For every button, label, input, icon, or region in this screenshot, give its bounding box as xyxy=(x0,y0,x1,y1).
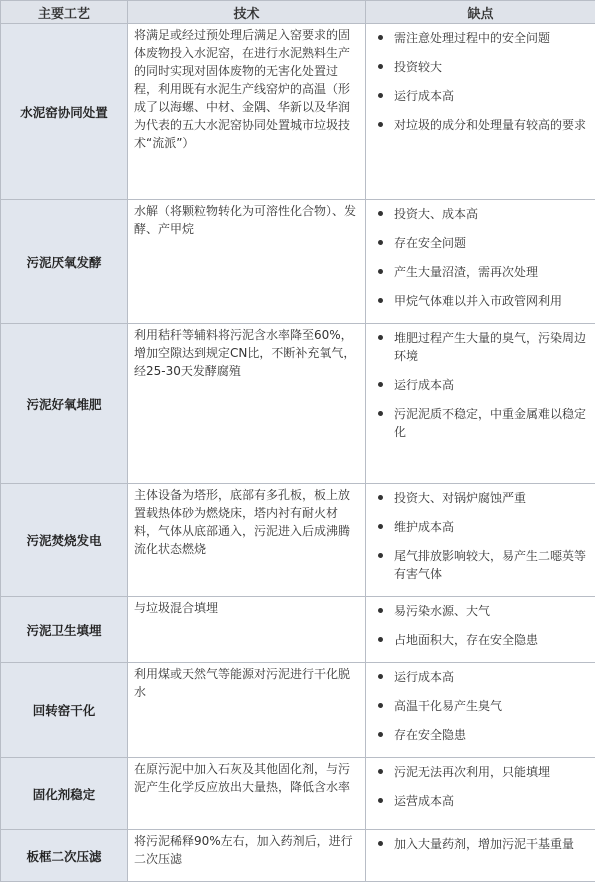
technology-text: 在原污泥中加入石灰及其他固化剂，与污泥产生化学反应放出大量热，降低含水率 xyxy=(128,758,366,830)
process-name: 回转窑干化 xyxy=(1,663,128,758)
drawbacks-list xyxy=(378,835,589,853)
drawbacks-list xyxy=(378,205,589,310)
drawback-item: 投资较大 xyxy=(378,58,589,76)
process-name: 污泥厌氧发酵 xyxy=(1,200,128,324)
drawback-item: 运行成本高 xyxy=(378,87,589,105)
drawback-item: 尾气排放影响较大，易产生二噁英等有害气体 xyxy=(378,547,589,583)
process-name: 板框二次压滤 xyxy=(1,830,128,882)
drawbacks-cell xyxy=(366,758,595,830)
drawbacks-list xyxy=(378,668,589,744)
technology-text: 将满足或经过预处理后满足入窑要求的固体废物投入水泥窑，在进行水泥熟料生产的同时实现对固体废物的无害化处置过程，利用既有水泥生产线窑炉的高温（形成了以海螺、中材、金隅、华新以及华润为代表的五大水泥窑协同处置城市垃圾技术“流派”） xyxy=(128,24,366,200)
drawback-item: 投资大、成本高 xyxy=(378,205,589,223)
drawbacks-cell xyxy=(366,830,595,882)
process-name: 水泥窑协同处置 xyxy=(1,24,128,200)
technology-text: 利用煤或天然气等能源对污泥进行干化脱水 xyxy=(128,663,366,758)
drawback-item: 运行成本高 xyxy=(378,668,589,686)
technology-text: 利用秸秆等辅料将污泥含水率降至60%，增加空隙达到规定CN比，不断补充氧气，经25-30天发酵腐殖 xyxy=(128,324,366,484)
drawbacks-cell xyxy=(366,597,595,663)
drawbacks-list xyxy=(378,329,589,441)
technology-text: 主体设备为塔形，底部有多孔板，板上放置载热体砂为燃烧床，塔内衬有耐火材料，气体从底部通入，污泥进入后成沸腾流化状态燃烧 xyxy=(128,484,366,597)
drawback-item: 堆肥过程产生大量的臭气，污染周边环境 xyxy=(378,329,589,365)
table-row xyxy=(1,200,595,324)
drawback-item: 存在安全隐患 xyxy=(378,726,589,744)
drawback-item: 占地面积大，存在安全隐患 xyxy=(378,631,589,649)
process-name: 污泥好氧堆肥 xyxy=(1,324,128,484)
drawback-item: 加入大量药剂，增加污泥干基重量 xyxy=(378,835,589,853)
drawback-item: 运营成本高 xyxy=(378,792,589,810)
process-name: 污泥焚烧发电 xyxy=(1,484,128,597)
drawback-item: 运行成本高 xyxy=(378,376,589,394)
table-row xyxy=(1,758,595,830)
drawback-item: 污泥无法再次利用，只能填埋 xyxy=(378,763,589,781)
process-name: 污泥卫生填埋 xyxy=(1,597,128,663)
drawbacks-cell xyxy=(366,24,595,200)
drawbacks-list xyxy=(378,602,589,649)
process-name: 固化剂稳定 xyxy=(1,758,128,830)
drawbacks-cell xyxy=(366,663,595,758)
drawback-item: 需注意处理过程中的安全问题 xyxy=(378,29,589,47)
drawbacks-cell xyxy=(366,324,595,484)
drawbacks-cell xyxy=(366,484,595,597)
table-row xyxy=(1,597,595,663)
drawback-item: 对垃圾的成分和处理量有较高的要求 xyxy=(378,116,589,134)
table-row xyxy=(1,24,595,200)
drawback-item: 污泥泥质不稳定，中重金属难以稳定化 xyxy=(378,405,589,441)
header-drawbacks: 缺点 xyxy=(366,1,595,24)
drawback-item: 甲烷气体难以并入市政管网利用 xyxy=(378,292,589,310)
drawback-item: 维护成本高 xyxy=(378,518,589,536)
header-row xyxy=(1,1,595,24)
header-technology: 技术 xyxy=(128,1,366,24)
table-row xyxy=(1,484,595,597)
table-row xyxy=(1,324,595,484)
drawback-item: 存在安全问题 xyxy=(378,234,589,252)
technology-text: 与垃圾混合填埋 xyxy=(128,597,366,663)
drawbacks-list xyxy=(378,29,589,134)
header-process: 主要工艺 xyxy=(1,1,128,24)
technology-text: 将污泥稀释90%左右，加入药剂后，进行二次压滤 xyxy=(128,830,366,882)
drawback-item: 产生大量沼渣，需再次处理 xyxy=(378,263,589,281)
table-row xyxy=(1,663,595,758)
drawback-item: 投资大、对锅炉腐蚀严重 xyxy=(378,489,589,507)
drawbacks-list xyxy=(378,763,589,810)
table-row xyxy=(1,830,595,882)
drawback-item: 易污染水源、大气 xyxy=(378,602,589,620)
drawbacks-cell xyxy=(366,200,595,324)
technology-text: 水解（将颗粒物转化为可溶性化合物）、发酵、产甲烷 xyxy=(128,200,366,324)
drawback-item: 高温干化易产生臭气 xyxy=(378,697,589,715)
drawbacks-list xyxy=(378,489,589,583)
